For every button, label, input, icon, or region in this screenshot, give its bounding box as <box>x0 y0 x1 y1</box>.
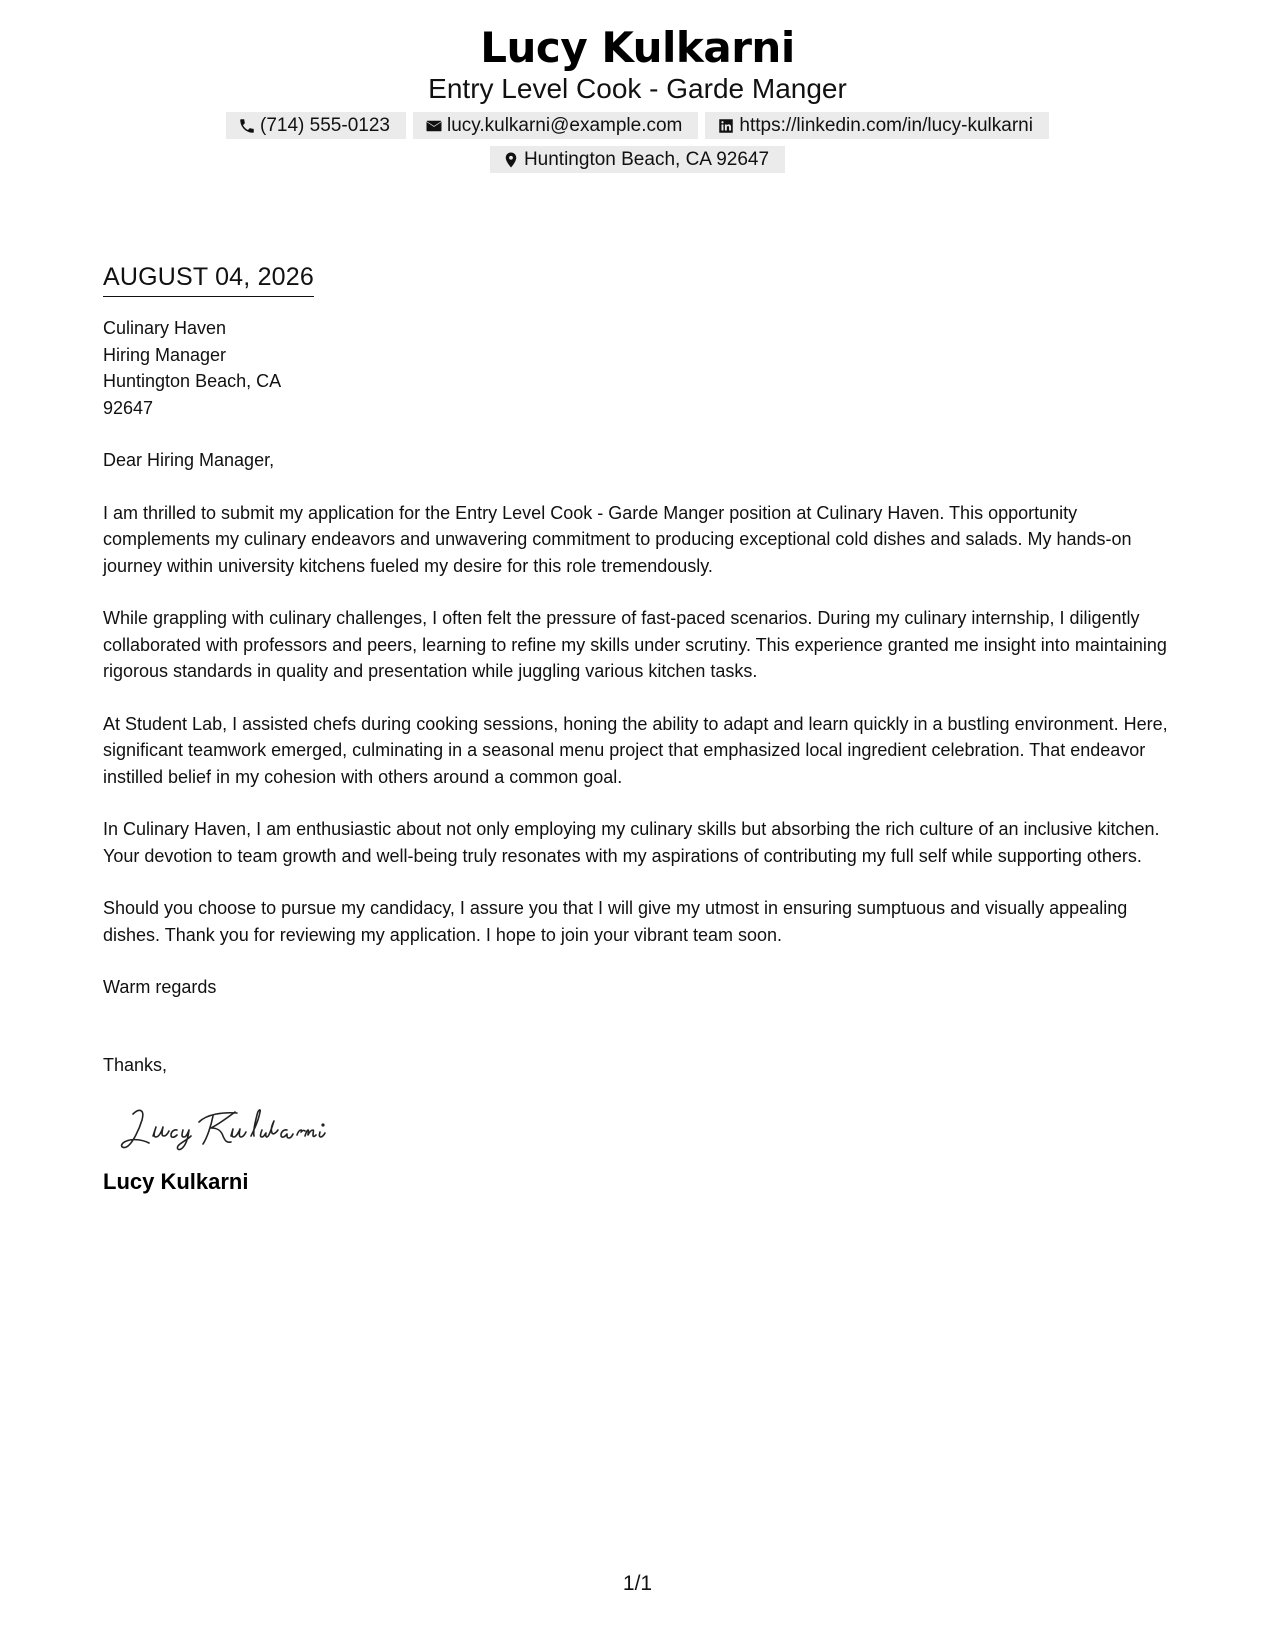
handwritten-signature <box>115 1100 355 1160</box>
contact-row-secondary <box>0 146 1275 173</box>
thanks-line: Thanks, <box>103 1054 168 1075</box>
paragraph-2: While grappling with culinary challenges, I often felt the pressure of fast-paced scenarios. During my culinary internship, I diligently collaborated with professors and peers, learning to refine my skills under scrutiny. This experience granted me insight into maintaining rigorous standards in quality and presentation while juggling various kitchen tasks. <box>103 608 1167 681</box>
contact-location-text: Huntington Beach, CA 92647 <box>523 149 770 170</box>
recipient-company: Culinary Haven <box>103 318 227 338</box>
contact-email[interactable] <box>413 112 698 139</box>
contact-linkedin-text: https://linkedin.com/in/lucy-kulkarni <box>739 115 1033 136</box>
contact-phone[interactable] <box>226 112 406 139</box>
closing: Warm regards <box>103 977 217 997</box>
contact-phone-text: (714) 555-0123 <box>260 115 390 136</box>
linkedin-icon <box>717 117 735 135</box>
page-number: 1/1 <box>622 1572 653 1595</box>
letter-header <box>0 22 1275 173</box>
paragraph-5: Should you choose to pursue my candidacy, I assure you that I will give my utmost in ensuring sumptuous and visually appealing dishes. Thank you for reviewing my application. I hope to join your vibrant team soon. <box>103 898 1128 945</box>
recipient-block <box>103 315 1178 421</box>
paragraph-4: In Culinary Haven, I am enthusiastic about not only employing my culinary skills but absorbing the rich culture of an inclusive kitchen. Your devotion to team growth and well-being truly resonates with my aspirations of contributing my full self while supporting others. <box>103 819 1160 866</box>
letter-date: AUGUST 04, 2026 <box>103 260 314 297</box>
map-marker-icon <box>502 151 520 169</box>
contact-email-text: lucy.kulkarni@example.com <box>446 115 683 136</box>
signer-name: Lucy Kulkarni <box>103 1169 249 1194</box>
job-title: Entry Level Cook - Garde Manger <box>428 73 847 104</box>
paragraph-1: I am thrilled to submit my application for the Entry Level Cook - Garde Manger position at Culinary Haven. This opportunity complements my culinary endeavors and unwavering commitment to producing exceptional cold dishes and salads. My hands-on journey within university kitchens fueled my desire for this role tremendously. <box>103 502 1132 576</box>
contact-location <box>490 146 785 173</box>
salutation: Dear Hiring Manager, <box>103 450 275 470</box>
contact-linkedin[interactable] <box>705 112 1049 139</box>
letter-body <box>103 260 1178 1196</box>
paragraph-3: At Student Lab, I assisted chefs during cooking sessions, honing the ability to adapt and learn quickly in a bustling environment. Here, significant teamwork emerged, culminating in a seasonal menu project that emphasized local ingredient celebration. That endeavor instilled belief in my cohesion with others around a common goal. <box>103 713 1168 787</box>
envelope-icon <box>425 117 443 135</box>
recipient-zip: 92647 <box>103 397 154 418</box>
applicant-name: Lucy Kulkarni <box>480 23 795 72</box>
phone-icon <box>238 117 256 135</box>
recipient-city: Huntington Beach, CA <box>103 371 282 391</box>
contact-row-primary <box>0 112 1275 139</box>
recipient-role: Hiring Manager <box>103 344 227 365</box>
